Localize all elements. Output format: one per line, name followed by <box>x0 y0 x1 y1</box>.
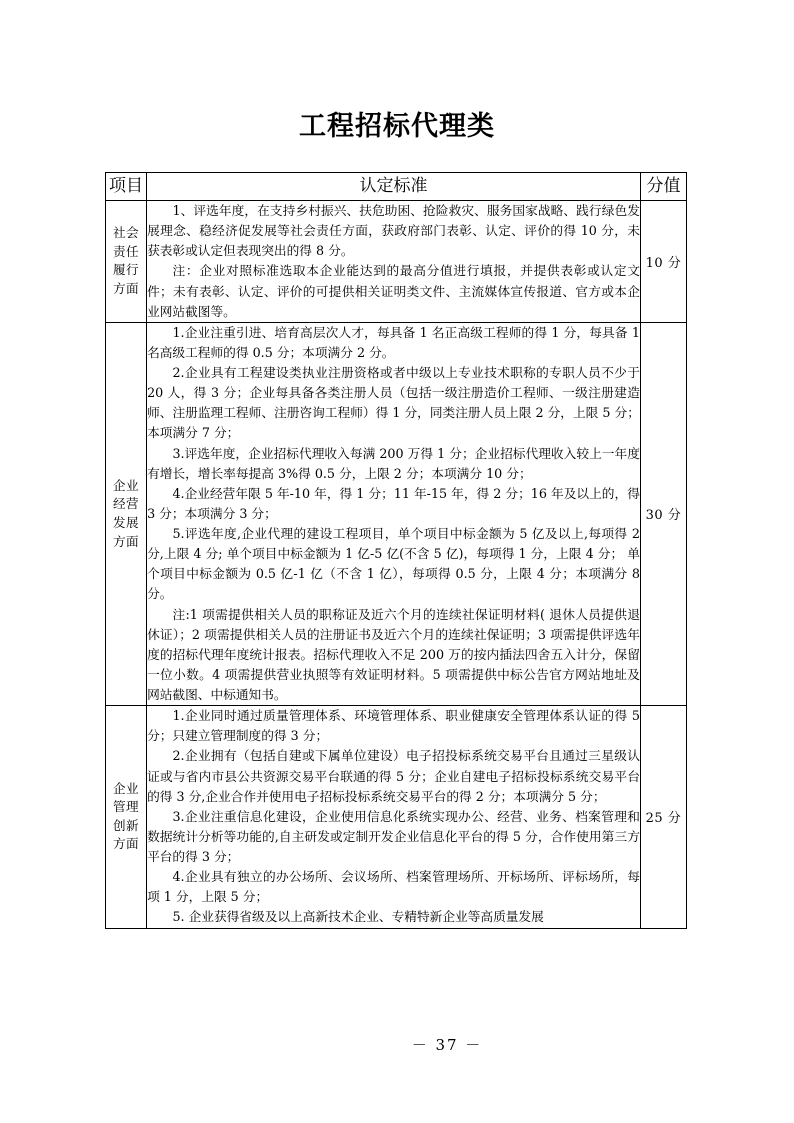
criteria-paragraph: 5.评选年度,企业代理的建设工程项目，单个项目中标金额为 5 亿及以上,每项得 2 分,上限 4 分; 单个项目中标金额为 1 亿-5 亿(不含 5 亿)，每项得 1 分，上限 4 分； 单个项目中标金额为 0.5 亿-1 亿（不含 1 亿），每项得 0.5 分，上限 4 分；本项满分 8 分。 <box>147 526 640 602</box>
row-standard <box>147 201 641 323</box>
category-line: 方面 <box>112 281 140 296</box>
table-row <box>106 706 687 928</box>
category-line: 企业 <box>112 780 140 796</box>
category-line: 方面 <box>112 533 140 549</box>
table-header-row <box>106 173 687 201</box>
criteria-paragraph: 4.企业经营年限 5 年-10 年，得 1 分；11 年-15 年，得 2 分；16 年及以上的，得 3 分；本项满分 3 分； <box>147 485 640 521</box>
category-stack-1 <box>106 477 146 552</box>
criteria-paragraph: 注：企业对照标准选取本企业能达到的最高分值进行填报，并提供表彰或认定文件；未有表彰、认定、评价的可提供相关证明类文件、主流媒体宣传报道、官方或本企业网站截图等。 <box>147 263 640 319</box>
criteria-paragraph: 2.企业具有工程建设类执业注册资格或者中级以上专业技术职称的专职人员不少于 20 人，得 3 分；企业每具备各类注册人员（包括一级注册造价工程师、一级注册建造师、注册监理工程师、注册咨询工程师）得 1 分，同类注册人员上限 2 分，上限 5 分；本项满分 7 分； <box>147 365 640 441</box>
criteria-paragraph: 1.企业同时通过质量管理体系、环境管理体系、职业健康安全管理体系认证的得 5 分；只建立管理制度的得 3 分； <box>147 708 640 744</box>
header-item: 项目 <box>106 173 147 201</box>
category-line: 经营 <box>112 496 140 512</box>
row-score: 30 分 <box>640 322 686 705</box>
header-standard: 认定标准 <box>147 173 641 201</box>
category-line: 履行 <box>112 262 140 278</box>
category-line: 创新 <box>112 817 140 833</box>
category-stack-0 <box>106 224 146 299</box>
evaluation-criteria-table <box>105 172 687 929</box>
header-score: 分值 <box>640 173 686 201</box>
category-line: 方面 <box>112 836 140 852</box>
category-stack-2 <box>106 780 146 855</box>
category-line: 企业 <box>112 477 140 493</box>
criteria-paragraph: 5. 企业获得省级及以上高新技术企业、专精特新企业等高质量发展 <box>172 909 544 925</box>
criteria-paragraph: 1、评选年度，在支持乡村振兴、扶危助困、抢险救灾、服务国家战略、践行绿色发展理念、稳经济促发展等社会责任方面，获政府部门表彰、认定、评价的得 10 分，未获表彰或认定但表现突出的得 8 分。 <box>147 203 640 259</box>
row-category <box>106 706 147 928</box>
row-standard <box>147 706 641 928</box>
criteria-paragraph: 3.评选年度，企业招标代理收入每满 200 万得 1 分；企业招标代理收入较上一年度有增长，增长率每提高 3%得 0.5 分，上限 2 分；本项满分 10 分； <box>147 445 640 481</box>
page-title: 工程招标代理类 <box>299 111 495 142</box>
table-row <box>106 201 687 323</box>
category-line: 管理 <box>112 799 140 815</box>
category-line: 社会 <box>112 225 140 241</box>
criteria-paragraph: 注:1 项需提供相关人员的职称证及近六个月的连续社保证明材料( 退休人员提供退休证）；2 项需提供相关人员的注册证书及近六个月的连续社保证明；3 项需提供评选年度的招标代理年度统计报表。招标代理收入不足 200 万的按内插法四舍五入计分，保留一位小数。4 项需提供营业执照等有效证明材料。5 项需提供中标公告官方网站地址及网站截图、中标通知书。 <box>147 606 640 702</box>
criteria-paragraph: 2.企业拥有（包括自建或下属单位建设）电子招投标系统交易平台且通过三星级认证或与省内市县公共资源交易平台联通的得 5 分；企业自建电子招标投标系统交易平台的得 3 分,企业合作并使用电子招标投标系统交易平台的得 2 分；本项满分 5 分； <box>147 748 640 804</box>
page-number: － 37 － <box>411 1036 483 1054</box>
table-row <box>106 322 687 705</box>
row-category <box>106 201 147 323</box>
category-line: 发展 <box>112 514 140 530</box>
criteria-paragraph: 4.企业具有独立的办公场所、会议场所、档案管理场所、开标场所、评标场所，每项 1 分，上限 5 分； <box>147 869 640 905</box>
category-line: 责任 <box>112 243 140 259</box>
row-category <box>106 322 147 705</box>
row-score: 10 分 <box>640 201 686 323</box>
criteria-paragraph: 3.企业注重信息化建设，企业使用信息化系统实现办公、经营、业务、档案管理和数据统计分析等功能的,自主研发或定制开发企业信息化平台的得 5 分，合作使用第三方平台的得 3 分； <box>147 808 640 864</box>
row-standard <box>147 322 641 705</box>
criteria-paragraph: 1.企业注重引进、培育高层次人才，每具备 1 名正高级工程师的得 1 分，每具备 1 名高级工程师的得 0.5 分；本项满分 2 分。 <box>147 324 640 360</box>
row-score: 25 分 <box>640 706 686 928</box>
